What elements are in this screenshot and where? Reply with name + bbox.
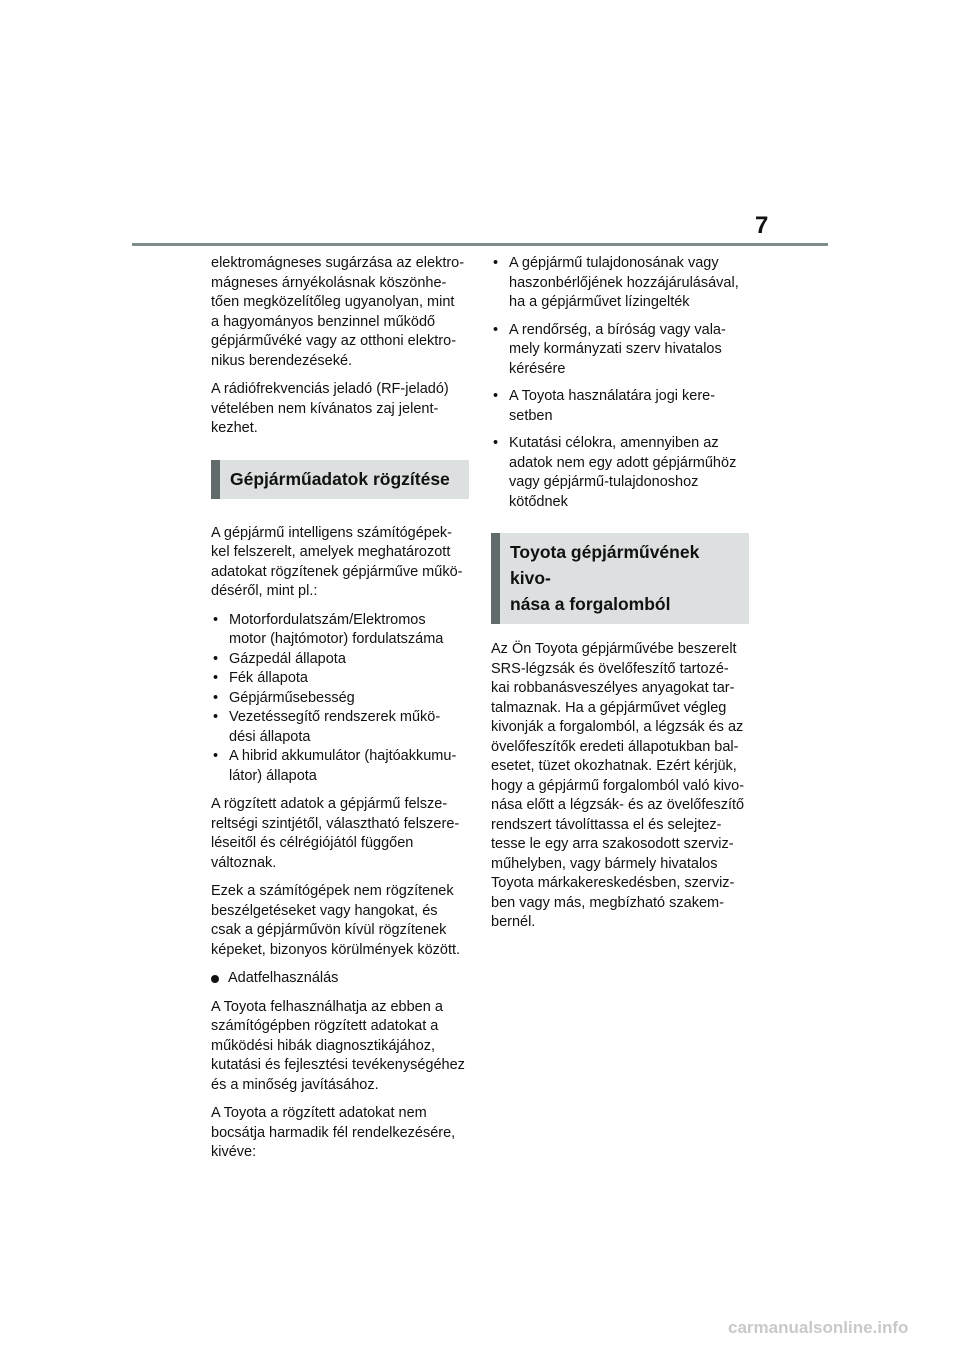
paragraph: A rádiófrekvenciás jeladó (RF-jeladó) vételében nem kívánatos zaj jelent- kezhet.	[211, 381, 449, 436]
list-item: • A hibrid akkumulátor (hajtóakkumu- látor) állapota	[211, 747, 471, 786]
list-item: • A rendőrség, a bíróság vagy vala- mely kormányzati szerv hivatalos kérésére	[491, 321, 753, 380]
paragraph: A rögzített adatok a gépjármű felsze- reltségi szintjétől, választható felszere- léseitől és célrégiójától függően változnak.	[211, 796, 460, 871]
paragraph: Az Ön Toyota gépjárművébe beszerelt SRS-légzsák és övelőfeszítő tartozé- kai robbanásveszélyes anyagokat tar- talmaznak. Ha a gépjárművet végleg kivonják a forgalomból, a légzsák és az övelőfeszítők eredeti állapotukban bal- esetet, tüzet okozhatnak. Ezért kérjük, hogy a gépjármű forgalomból való kivo- nása előtt a légzsák- és az övelőfeszítő rendszert távolíttassa el és selejtez- tesse le egy arra szakosodott szerviz- műhelyben, vagy bármely hivatalos Toyota márkakereskedésben, szerviz- ben vagy más, megbízható szakem- bernél.	[491, 641, 745, 930]
list-item: • Fék állapota	[211, 669, 471, 689]
subheading-data-usage	[211, 969, 471, 989]
subheading-label: Adatfelhasználás	[228, 970, 339, 986]
list-item: • A gépjármű tulajdonosának vagy haszonbérlőjének hozzájárulásával, ha a gépjárművet lízingelték	[491, 254, 753, 313]
disclosure-exceptions-list	[491, 254, 753, 512]
paragraph: A Toyota felhasználhatja az ebben a számítógépben rögzített adatokat a működési hibák diagnosztikájához, kutatási és fejlesztési tevékenységéhez és a minőség javításához.	[211, 998, 465, 1093]
list-item: • Motorfordulatszám/Elektromos motor (hajtómotor) fordulatszáma	[211, 611, 471, 650]
paragraph: A gépjármű intelligens számítógépek- kel felszerelt, amelyek meghatározott adatokat rögzítenek gépjárműve műkö- déséről, mint pl.:	[211, 524, 463, 599]
list-item: • Kutatási célokra, amennyiben az adatok nem egy adott gépjárműhöz vagy gépjármű-tulajdonoshoz kötődnek	[491, 434, 753, 512]
watermark-text: carmanualsonline.info	[728, 1318, 909, 1337]
paragraph: Ezek a számítógépek nem rögzítenek beszélgetéseket vagy hangokat, és csak a gépjárművön kívül rögzítenek képeket, bizonyos körülmények között.	[211, 883, 461, 958]
list-item: • Vezetéssegítő rendszerek műkö- dési állapota	[211, 708, 471, 747]
list-item: • A Toyota használatára jogi kere- setben	[491, 387, 753, 426]
section-heading-vehicle-scrapping: Toyota gépjárművének kivo- nása a forgalomból	[491, 533, 749, 624]
recorded-data-list	[211, 611, 471, 787]
bullet-dot-icon	[211, 975, 219, 983]
section-heading-vehicle-data: Gépjárműadatok rögzítése	[211, 460, 469, 499]
list-item: • Gázpedál állapota	[211, 650, 471, 670]
right-column	[491, 254, 753, 942]
paragraph: elektromágneses sugárzása az elektro- mágneses árnyékolásnak köszönhe- tően megközelítőleg ugyanolyan, mint a hagyományos benzinnel működő gépjárművéké vagy az otthoni elektro- nikus berendezéseké.	[211, 255, 465, 369]
header-rule	[132, 243, 828, 246]
page-number: 7	[755, 212, 769, 239]
paragraph: A Toyota a rögzített adatokat nem bocsátja harmadik fél rendelkezésére, kivéve:	[211, 1105, 456, 1160]
left-column	[211, 254, 471, 1172]
list-item: • Gépjárműsebesség	[211, 689, 471, 709]
